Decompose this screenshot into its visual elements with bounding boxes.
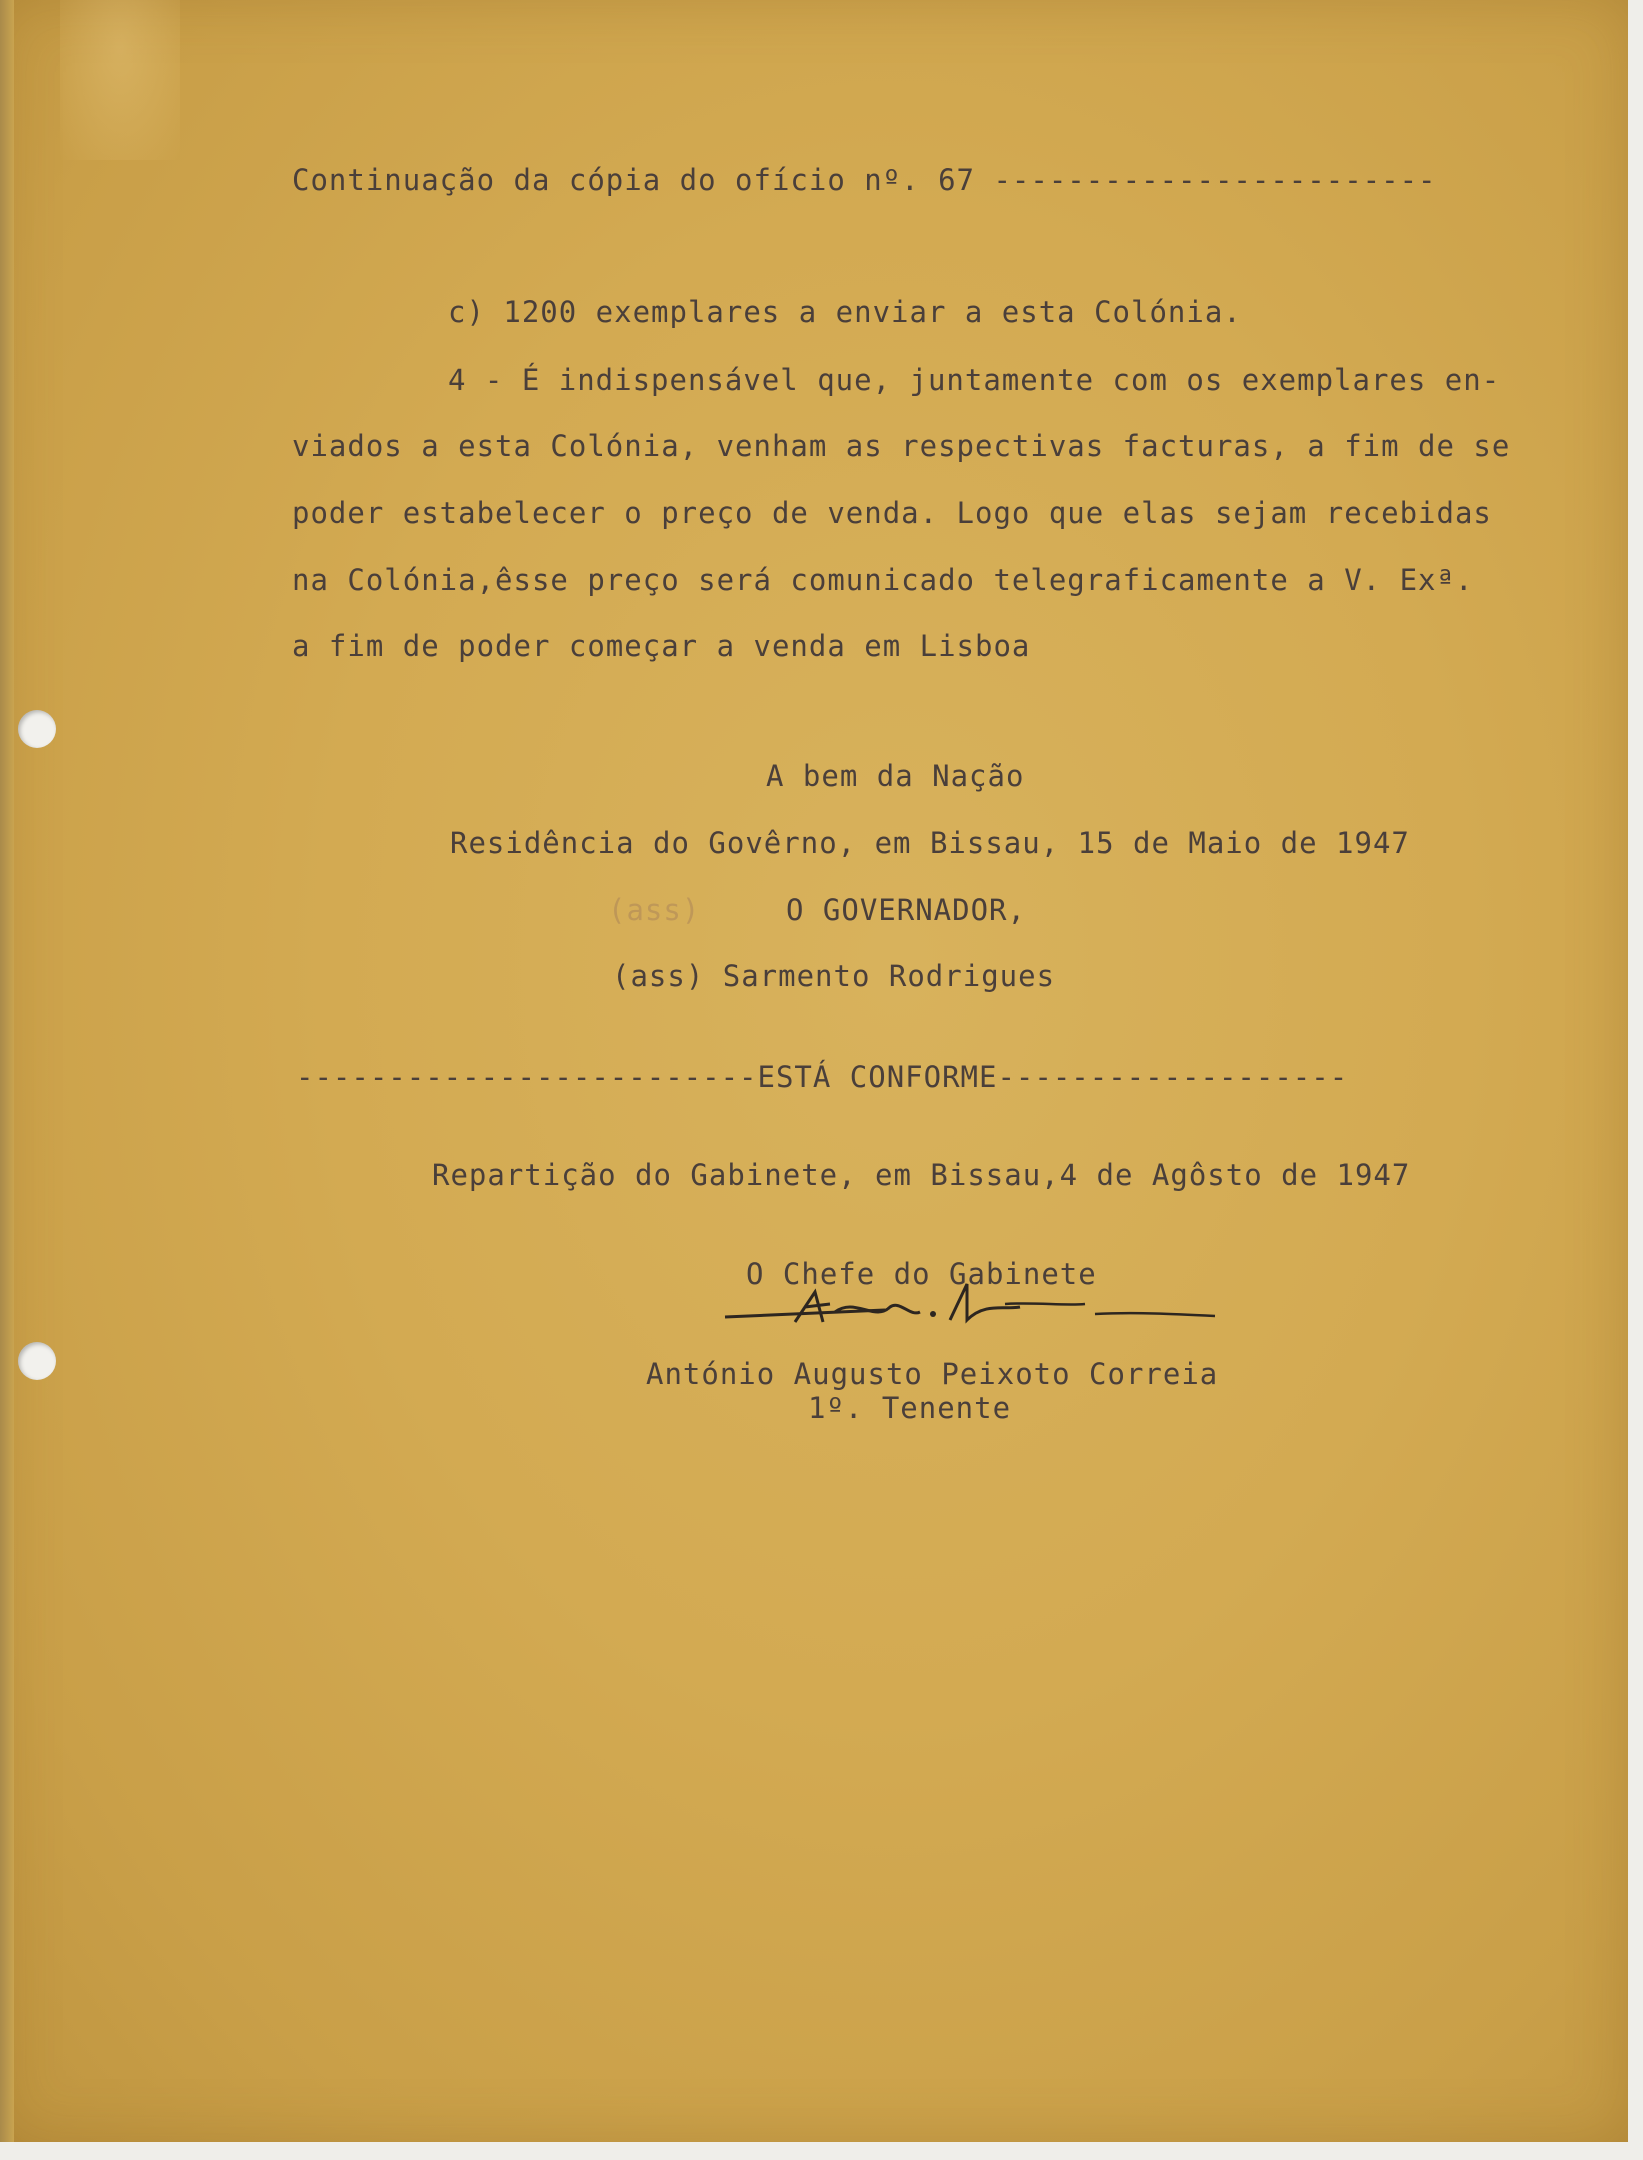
paper-stain [60,0,180,160]
header-line: Continuação da cópia do ofício nº. 67 ------------------------ [292,163,1437,197]
punch-hole-top [18,710,56,748]
body-line-3: viados a esta Colónia, venham as respectivas facturas, a fim de se [292,429,1511,463]
chief-name: António Augusto Peixoto Correia [646,1357,1219,1391]
closing-salutation: A bem da Nação [766,759,1025,793]
chief-title: O Chefe do Gabinete [746,1257,1097,1291]
handwritten-signature [705,1257,1225,1342]
body-line-6: a fim de poder começar a venda em Lisboa [292,629,1031,663]
certification-place-date: Repartição do Gabinete, em Bissau,4 de Agôsto de 1947 [432,1158,1411,1192]
body-line-4: poder estabelecer o preço de venda. Logo que elas sejam recebidas [292,496,1492,530]
punch-hole-bottom [18,1342,56,1380]
governor-signature-text: (ass) Sarmento Rodrigues [612,959,1056,993]
faint-ass-mark: (ass) [608,893,701,927]
governor-title: O GOVERNADOR, [786,893,1026,927]
chief-rank: 1º. Tenente [808,1391,1012,1425]
body-line-2: 4 - É indispensável que, juntamente com os exemplares en- [448,363,1501,397]
closing-place-date: Residência do Govêrno, em Bissau, 15 de Maio de 1947 [450,826,1410,860]
conformity-line: -------------------------ESTÁ CONFORME------------------- [296,1060,1349,1094]
body-line-1: c) 1200 exemplares a enviar a esta Colónia. [448,295,1242,329]
paper-left-edge [0,0,14,2142]
body-line-5: na Colónia,êsse preço será comunicado telegraficamente a V. Exª. [292,563,1474,597]
